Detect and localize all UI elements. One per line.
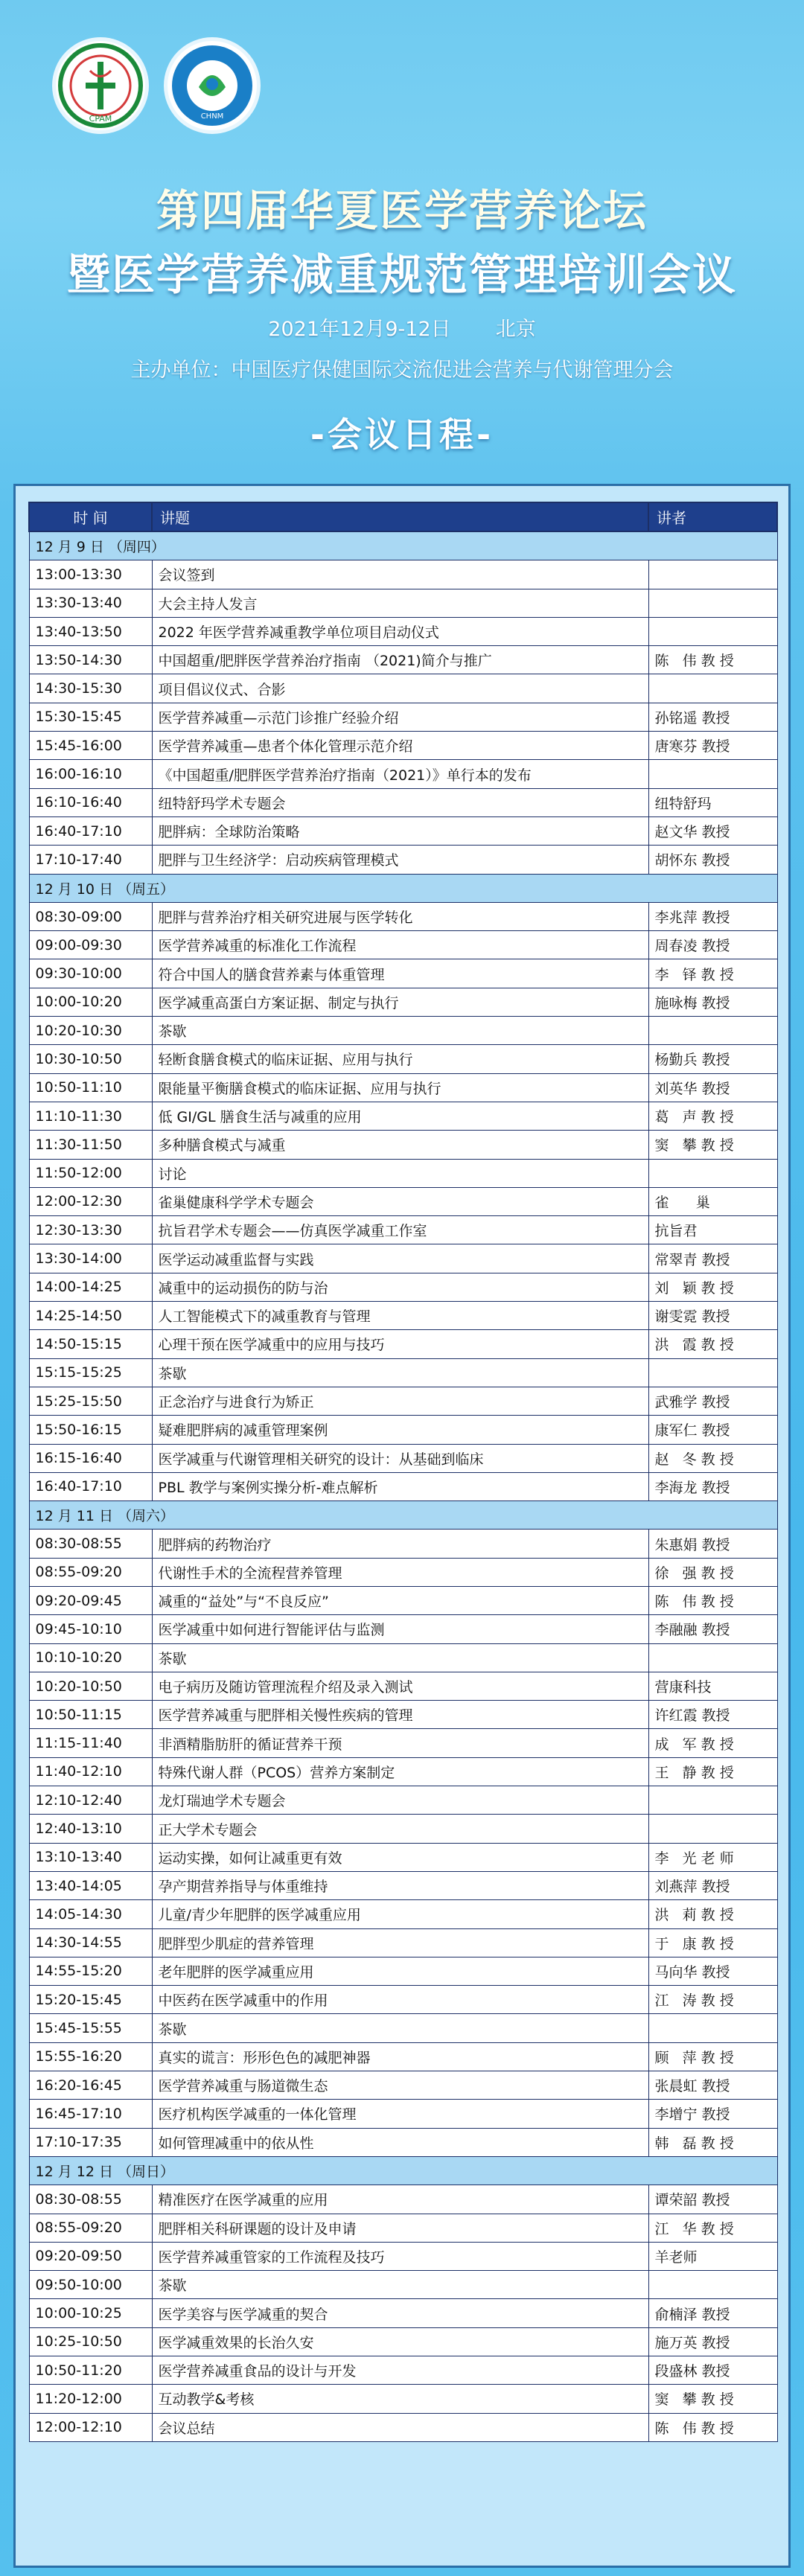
day-header-row	[29, 531, 777, 560]
table-row	[29, 788, 777, 816]
speaker-cell: 江 涛 教 授	[648, 1986, 777, 2014]
table-row	[29, 2042, 777, 2071]
topic-cell: 医学运动减重监督与实践	[152, 1244, 648, 1273]
topic-cell: 医学营养减重食品的设计与开发	[152, 2356, 648, 2385]
topic-cell: 会议总结	[152, 2413, 648, 2441]
topic-cell: 肥胖型少肌症的营养管理	[152, 1928, 648, 1957]
topic-cell: 如何管理减重中的依从性	[152, 2128, 648, 2156]
table-row	[29, 1786, 777, 1815]
time-cell: 16:15-16:40	[29, 1444, 152, 1472]
time-cell: 09:50-10:00	[29, 2271, 152, 2299]
speaker-cell: 孙铭遥 教授	[648, 703, 777, 731]
topic-cell: 符合中国人的膳食营养素与体重管理	[152, 959, 648, 988]
time-cell: 08:30-08:55	[29, 2185, 152, 2214]
time-cell: 14:30-15:30	[29, 674, 152, 703]
topic-cell: 人工智能模式下的减重教育与管理	[152, 1302, 648, 1330]
topic-cell: 肥胖病的药物治疗	[152, 1530, 648, 1558]
speaker-cell	[648, 2271, 777, 2299]
time-cell: 14:30-14:55	[29, 1928, 152, 1957]
topic-cell: 医学营养减重—示范门诊推广经验介绍	[152, 703, 648, 731]
speaker-cell: 雀 巢	[648, 1187, 777, 1215]
topic-cell: 特殊代谢人群（PCOS）营养方案制定	[152, 1757, 648, 1786]
speaker-cell: 杨勤兵 教授	[648, 1045, 777, 1073]
speaker-cell: 李 铎 教 授	[648, 959, 777, 988]
speaker-cell	[648, 1815, 777, 1843]
title-line-1: 第四届华夏医学营养论坛	[156, 185, 648, 236]
table-row	[29, 1928, 777, 1957]
speaker-cell: 胡怀东 教授	[648, 846, 777, 874]
topic-cell: 肥胖与卫生经济学：启动疾病管理模式	[152, 846, 648, 874]
speaker-cell: 俞楠泽 教授	[648, 2299, 777, 2327]
table-row	[29, 2071, 777, 2100]
date-location	[0, 313, 804, 342]
topic-cell: PBL 教学与案例实操分析-难点解析	[152, 1472, 648, 1500]
table-row	[29, 1244, 777, 1273]
topic-cell: 真实的谎言：形形色色的减肥神器	[152, 2042, 648, 2071]
table-row	[29, 2271, 777, 2299]
time-cell: 14:00-14:25	[29, 1273, 152, 1301]
topic-cell: 互动教学&考核	[152, 2385, 648, 2413]
topic-cell: 会议签到	[152, 560, 648, 589]
speaker-cell: 刘 颖 教 授	[648, 1273, 777, 1301]
speaker-cell: 施万英 教授	[648, 2327, 777, 2356]
day-label: 12 月 12 日 （周日）	[29, 2156, 777, 2185]
time-cell: 10:50-11:20	[29, 2356, 152, 2385]
speaker-cell: 赵文华 教授	[648, 816, 777, 845]
time-cell: 13:10-13:40	[29, 1843, 152, 1871]
table-row	[29, 988, 777, 1016]
table-row	[29, 1131, 777, 1159]
header-speaker: 讲者	[648, 502, 777, 531]
speaker-cell	[648, 2014, 777, 2042]
table-row	[29, 1302, 777, 1330]
speaker-cell: 葛 声 教 授	[648, 1102, 777, 1130]
table-row	[29, 2242, 777, 2270]
time-cell: 12:10-12:40	[29, 1786, 152, 1815]
topic-cell: 限能量平衡膳食模式的临床证据、应用与执行	[152, 1073, 648, 1102]
topic-cell: 医学减重效果的长治久安	[152, 2327, 648, 2356]
topic-cell: 2022 年医学营养减重教学单位项目启动仪式	[152, 617, 648, 645]
cpam-logo	[52, 37, 149, 134]
time-cell: 13:30-13:40	[29, 589, 152, 617]
speaker-cell: 洪 霞 教 授	[648, 1330, 777, 1358]
topic-cell: 讨论	[152, 1159, 648, 1187]
time-cell: 13:40-13:50	[29, 617, 152, 645]
table-row	[29, 2014, 777, 2042]
table-row	[29, 1216, 777, 1244]
time-cell: 12:00-12:30	[29, 1187, 152, 1215]
table-row	[29, 589, 777, 617]
topic-cell: 雀巢健康科学学术专题会	[152, 1187, 648, 1215]
topic-cell: 茶歇	[152, 1643, 648, 1672]
topic-cell: 医学营养减重—患者个体化管理示范介绍	[152, 732, 648, 760]
topic-cell: 茶歇	[152, 2271, 648, 2299]
table-row	[29, 1472, 777, 1500]
time-cell: 15:45-16:00	[29, 732, 152, 760]
topic-cell: 正大学术专题会	[152, 1815, 648, 1843]
time-cell: 16:00-16:10	[29, 760, 152, 788]
header-topic: 讲题	[152, 502, 648, 531]
topic-cell: 肥胖与营养治疗相关研究进展与医学转化	[152, 902, 648, 930]
table-row	[29, 1073, 777, 1102]
time-cell: 15:30-15:45	[29, 703, 152, 731]
speaker-cell: 洪 莉 教 授	[648, 1900, 777, 1928]
speaker-cell: 纽特舒玛	[648, 788, 777, 816]
speaker-cell: 成 军 教 授	[648, 1729, 777, 1757]
time-cell: 14:55-15:20	[29, 1957, 152, 1985]
time-cell: 09:20-09:45	[29, 1586, 152, 1614]
speaker-cell	[648, 589, 777, 617]
table-row	[29, 732, 777, 760]
table-row	[29, 1358, 777, 1387]
table-row	[29, 1444, 777, 1472]
time-cell: 10:30-10:50	[29, 1045, 152, 1073]
time-cell: 15:50-16:15	[29, 1416, 152, 1444]
topic-cell: 老年肥胖的医学减重应用	[152, 1957, 648, 1985]
header-time: 时 间	[29, 502, 152, 531]
speaker-cell: 张晨虹 教授	[648, 2071, 777, 2100]
speaker-cell: 陈 伟 教 授	[648, 1586, 777, 1614]
speaker-cell: 李融融 教授	[648, 1615, 777, 1643]
topic-cell: 减重中的运动损伤的防与治	[152, 1273, 648, 1301]
table-row	[29, 2128, 777, 2156]
time-cell: 10:10-10:20	[29, 1643, 152, 1672]
speaker-cell: 李 光 老 师	[648, 1843, 777, 1871]
day-label: 12 月 11 日 （周六）	[29, 1501, 777, 1530]
day-header-row	[29, 874, 777, 902]
table-row	[29, 2385, 777, 2413]
speaker-cell: 段盛林 教授	[648, 2356, 777, 2385]
speaker-cell: 营康科技	[648, 1672, 777, 1700]
table-row	[29, 1273, 777, 1301]
table-row	[29, 1530, 777, 1558]
topic-cell: 电子病历及随访管理流程介绍及录入测试	[152, 1672, 648, 1700]
speaker-cell: 刘燕萍 教授	[648, 1871, 777, 1899]
svg-text:CHNM: CHNM	[200, 112, 224, 121]
table-row	[29, 2327, 777, 2356]
table-row	[29, 2185, 777, 2214]
speaker-cell: 谭荣韶 教授	[648, 2185, 777, 2214]
table-row	[29, 760, 777, 788]
topic-cell: 医学减重高蛋白方案证据、制定与执行	[152, 988, 648, 1016]
table-row	[29, 1843, 777, 1871]
time-cell: 13:40-14:05	[29, 1871, 152, 1899]
table-row	[29, 2413, 777, 2441]
topic-cell: 肥胖病：全球防治策略	[152, 816, 648, 845]
topic-cell: 代谢性手术的全流程营养管理	[152, 1558, 648, 1586]
table-row	[29, 931, 777, 959]
table-row	[29, 1729, 777, 1757]
table-row	[29, 1643, 777, 1672]
table-row	[29, 560, 777, 589]
table-row	[29, 1017, 777, 1045]
time-cell: 10:20-10:30	[29, 1017, 152, 1045]
speaker-cell: 羊老师	[648, 2242, 777, 2270]
topic-cell: 医疗机构医学减重的一体化管理	[152, 2100, 648, 2128]
topic-cell: 心理干预在医学减重中的应用与技巧	[152, 1330, 648, 1358]
speaker-cell: 许红霞 教授	[648, 1701, 777, 1729]
event-city: 北京	[495, 318, 536, 341]
table-row	[29, 816, 777, 845]
table-row	[29, 674, 777, 703]
table-row	[29, 1159, 777, 1187]
time-cell: 15:55-16:20	[29, 2042, 152, 2071]
time-cell: 16:45-17:10	[29, 2100, 152, 2128]
time-cell: 13:30-14:00	[29, 1244, 152, 1273]
time-cell: 17:10-17:40	[29, 846, 152, 874]
time-cell: 14:50-15:15	[29, 1330, 152, 1358]
speaker-cell: 唐寒芬 教授	[648, 732, 777, 760]
speaker-cell: 徐 强 教 授	[648, 1558, 777, 1586]
topic-cell: 茶歇	[152, 1358, 648, 1387]
time-cell: 16:20-16:45	[29, 2071, 152, 2100]
topic-cell: 大会主持人发言	[152, 589, 648, 617]
time-cell: 11:30-11:50	[29, 1131, 152, 1159]
time-cell: 14:05-14:30	[29, 1900, 152, 1928]
topic-cell: 医学减重中如何进行智能评估与监测	[152, 1615, 648, 1643]
table-row	[29, 2299, 777, 2327]
topic-cell: 中医药在医学减重中的作用	[152, 1986, 648, 2014]
speaker-cell: 康军仁 教授	[648, 1416, 777, 1444]
time-cell: 15:45-15:55	[29, 2014, 152, 2042]
topic-cell: 中国超重/肥胖医学营养治疗指南 （2021)简介与推广	[152, 646, 648, 674]
topic-cell: 纽特舒玛学术专题会	[152, 788, 648, 816]
table-row	[29, 1957, 777, 1985]
speaker-cell: 周春凌 教授	[648, 931, 777, 959]
speaker-cell: 朱惠娟 教授	[648, 1530, 777, 1558]
topic-cell: 茶歇	[152, 1017, 648, 1045]
topic-cell: 项目倡议仪式、合影	[152, 674, 648, 703]
topic-cell: 医学减重与代谢管理相关研究的设计：从基础到临床	[152, 1444, 648, 1472]
time-cell: 08:55-09:20	[29, 1558, 152, 1586]
speaker-cell: 窦 攀 教 授	[648, 2385, 777, 2413]
topic-cell: 医学营养减重与肠道微生态	[152, 2071, 648, 2100]
time-cell: 09:45-10:10	[29, 1615, 152, 1643]
time-cell: 09:20-09:50	[29, 2242, 152, 2270]
organizer-line: 主办单位：中国医疗保健国际交流促进会营养与代谢管理分会	[130, 359, 674, 382]
topic-cell: 精准医疗在医学减重的应用	[152, 2185, 648, 2214]
table-row	[29, 1102, 777, 1130]
speaker-cell	[648, 1643, 777, 1672]
time-cell: 15:25-15:50	[29, 1387, 152, 1415]
speaker-cell: 武雅学 教授	[648, 1387, 777, 1415]
time-cell: 10:50-11:15	[29, 1701, 152, 1729]
table-row	[29, 1187, 777, 1215]
table-row	[29, 1387, 777, 1415]
time-cell: 11:15-11:40	[29, 1729, 152, 1757]
topic-cell: 正念治疗与进食行为矫正	[152, 1387, 648, 1415]
speaker-cell: 顾 萍 教 授	[648, 2042, 777, 2071]
time-cell: 15:20-15:45	[29, 1986, 152, 2014]
speaker-cell: 江 华 教 授	[648, 2214, 777, 2242]
table-row	[29, 1615, 777, 1643]
speaker-cell: 抗旨君	[648, 1216, 777, 1244]
speaker-cell: 韩 磊 教 授	[648, 2128, 777, 2156]
table-row	[29, 1045, 777, 1073]
speaker-cell	[648, 1786, 777, 1815]
table-row	[29, 2356, 777, 2385]
day-header-row	[29, 2156, 777, 2185]
time-cell: 15:15-15:25	[29, 1358, 152, 1387]
topic-cell: 《中国超重/肥胖医学营养治疗指南（2021）》单行本的发布	[152, 760, 648, 788]
time-cell: 09:00-09:30	[29, 931, 152, 959]
time-cell: 10:00-10:25	[29, 2299, 152, 2327]
time-cell: 10:20-10:50	[29, 1672, 152, 1700]
topic-cell: 疑难肥胖病的减重管理案例	[152, 1416, 648, 1444]
event-date: 2021年12月9-12日	[268, 318, 451, 341]
time-cell: 16:10-16:40	[29, 788, 152, 816]
speaker-cell	[648, 674, 777, 703]
speaker-cell: 施咏梅 教授	[648, 988, 777, 1016]
table-row	[29, 1330, 777, 1358]
day-label: 12 月 10 日 （周五）	[29, 874, 777, 902]
speaker-cell: 马向华 教授	[648, 1957, 777, 1985]
time-cell: 08:30-08:55	[29, 1530, 152, 1558]
time-cell: 11:20-12:00	[29, 2385, 152, 2413]
time-cell: 12:30-13:30	[29, 1216, 152, 1244]
day-label: 12 月 9 日 （周四）	[29, 531, 777, 560]
table-row	[29, 1900, 777, 1928]
speaker-cell	[648, 1358, 777, 1387]
time-cell: 16:40-17:10	[29, 816, 152, 845]
time-cell: 11:10-11:30	[29, 1102, 152, 1130]
topic-cell: 轻断食膳食模式的临床证据、应用与执行	[152, 1045, 648, 1073]
time-cell: 17:10-17:35	[29, 2128, 152, 2156]
time-cell: 11:50-12:00	[29, 1159, 152, 1187]
topic-cell: 医学美容与医学减重的契合	[152, 2299, 648, 2327]
speaker-cell	[648, 560, 777, 589]
table-row	[29, 902, 777, 930]
topic-cell: 非酒精脂肪肝的循证营养干预	[152, 1729, 648, 1757]
speaker-cell: 陈 伟 教 授	[648, 2413, 777, 2441]
time-cell: 11:40-12:10	[29, 1757, 152, 1786]
topic-cell: 减重的“益处”与“不良反应”	[152, 1586, 648, 1614]
table-row	[29, 959, 777, 988]
chnm-logo	[164, 37, 261, 134]
time-cell: 12:40-13:10	[29, 1815, 152, 1843]
speaker-cell	[648, 760, 777, 788]
topic-cell: 医学营养减重的标准化工作流程	[152, 931, 648, 959]
speaker-cell: 李增宁 教授	[648, 2100, 777, 2128]
table-row	[29, 1815, 777, 1843]
table-row	[29, 617, 777, 645]
topic-cell: 抗旨君学术专题会——仿真医学减重工作室	[152, 1216, 648, 1244]
speaker-cell: 于 康 教 授	[648, 1928, 777, 1957]
page-header	[0, 0, 804, 484]
speaker-cell: 李海龙 教授	[648, 1472, 777, 1500]
speaker-cell: 李兆萍 教授	[648, 902, 777, 930]
table-row	[29, 1416, 777, 1444]
speaker-cell: 赵 冬 教 授	[648, 1444, 777, 1472]
speaker-cell	[648, 617, 777, 645]
table-row	[29, 646, 777, 674]
speaker-cell	[648, 1017, 777, 1045]
topic-cell: 多种膳食模式与减重	[152, 1131, 648, 1159]
time-cell: 10:50-11:10	[29, 1073, 152, 1102]
speaker-cell: 常翠青 教授	[648, 1244, 777, 1273]
table-row	[29, 2100, 777, 2128]
title-line-2: 暨医学营养减重规范管理培训会议	[66, 249, 737, 300]
topic-cell: 儿童/青少年肥胖的医学减重应用	[152, 1900, 648, 1928]
table-row	[29, 1672, 777, 1700]
table-row	[29, 1757, 777, 1786]
table-row	[29, 2214, 777, 2242]
speaker-cell: 王 静 教 授	[648, 1757, 777, 1786]
table-row	[29, 1871, 777, 1899]
time-cell: 14:25-14:50	[29, 1302, 152, 1330]
time-cell: 10:25-10:50	[29, 2327, 152, 2356]
table-header-row	[29, 502, 777, 531]
schedule-table	[28, 502, 778, 2442]
table-row	[29, 703, 777, 731]
topic-cell: 运动实操，如何让减重更有效	[152, 1843, 648, 1871]
svg-text:CPAM: CPAM	[89, 114, 112, 124]
speaker-cell: 窦 攀 教 授	[648, 1131, 777, 1159]
topic-cell: 医学营养减重与肥胖相关慢性疾病的管理	[152, 1701, 648, 1729]
speaker-cell	[648, 1159, 777, 1187]
time-cell: 13:00-13:30	[29, 560, 152, 589]
time-cell: 08:55-09:20	[29, 2214, 152, 2242]
speaker-cell: 陈 伟 教 授	[648, 646, 777, 674]
topic-cell: 低 GI/GL 膳食生活与减重的应用	[152, 1102, 648, 1130]
time-cell: 13:50-14:30	[29, 646, 152, 674]
topic-cell: 龙灯瑞迪学术专题会	[152, 1786, 648, 1815]
table-row	[29, 1701, 777, 1729]
time-cell: 12:00-12:10	[29, 2413, 152, 2441]
topic-cell: 茶歇	[152, 2014, 648, 2042]
time-cell: 10:00-10:20	[29, 988, 152, 1016]
topic-cell: 肥胖相关科研课题的设计及申请	[152, 2214, 648, 2242]
table-row	[29, 1986, 777, 2014]
table-row	[29, 1586, 777, 1614]
table-row	[29, 1558, 777, 1586]
speaker-cell: 刘英华 教授	[648, 1073, 777, 1102]
agenda-title: -会议日程-	[310, 415, 494, 455]
time-cell: 09:30-10:00	[29, 959, 152, 988]
time-cell: 08:30-09:00	[29, 902, 152, 930]
speaker-cell: 谢雯霓 教授	[648, 1302, 777, 1330]
table-row	[29, 846, 777, 874]
day-header-row	[29, 1501, 777, 1530]
time-cell: 16:40-17:10	[29, 1472, 152, 1500]
topic-cell: 孕产期营养指导与体重维持	[152, 1871, 648, 1899]
topic-cell: 医学营养减重管家的工作流程及技巧	[152, 2242, 648, 2270]
